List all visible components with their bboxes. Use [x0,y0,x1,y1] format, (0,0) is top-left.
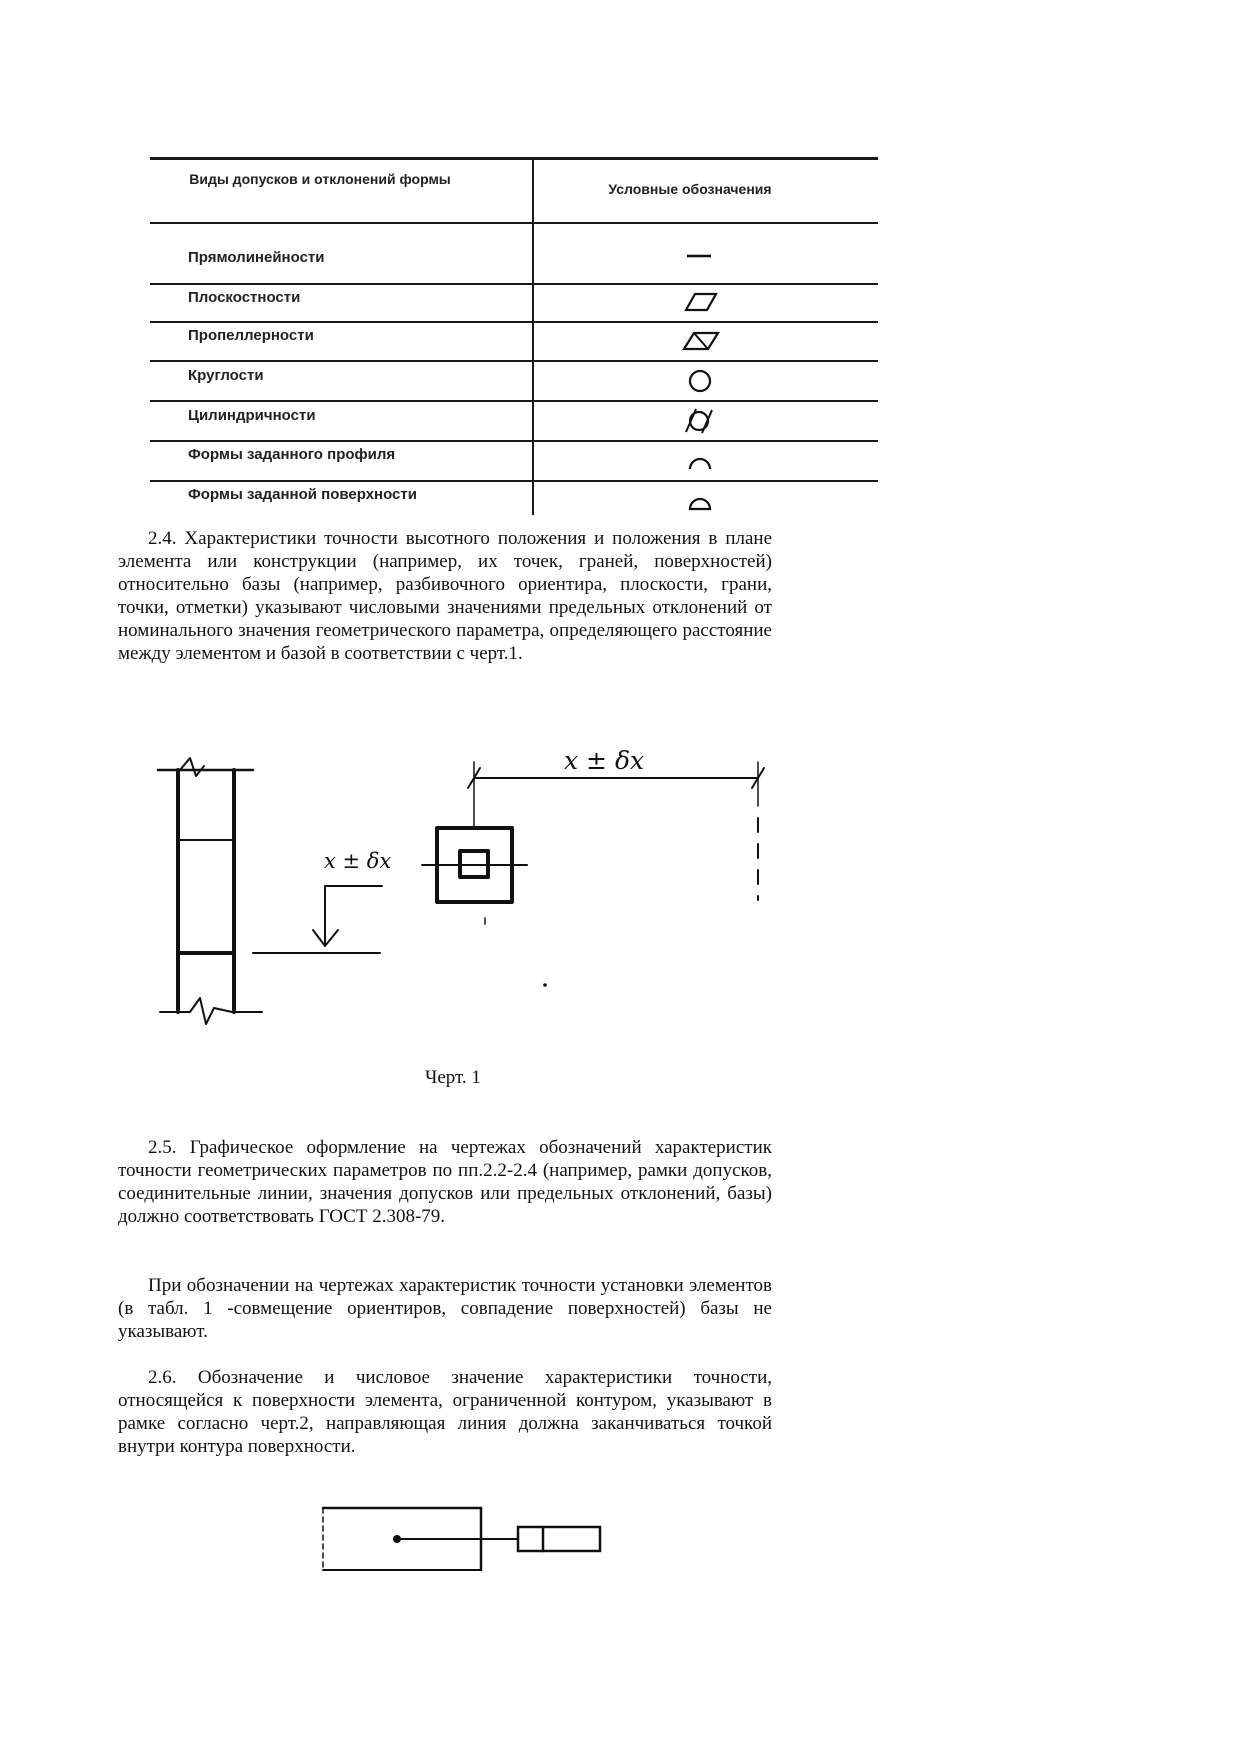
figure-1-label-large: x ± δx [564,746,645,775]
table-row-rule [150,283,878,285]
table-row-rule [150,400,878,402]
table-row-label: Цилиндричности [188,407,316,424]
table-row-label: Плоскостности [188,289,301,306]
table-row-label: Формы заданной поверхности [188,486,417,503]
paragraph-2-6: 2.6. Обозначение и числовое значение характеристики точности, относящейся к поверхности элемента, ограниченной контуром, указывают в рамке согласно черт.2, направляющая линия должна заканчиваться точкой внутри контура поверхности. [118,1367,772,1457]
table-column-divider [532,157,534,515]
leader-dot [393,1535,401,1543]
table-header-symbols: Условные обозначения [608,181,772,197]
figure-1-label-small: x ± δx [324,849,392,873]
surface-icon [670,485,730,515]
paragraph-2-4: 2.4. Характеристики точности высотного положения и положения в плане элемента или конструкции (например, их точек, граней, поверхностей) относительно базы (например, разбивочного ориентира, плоскости, грани, точки, отметки) указывают числовыми значениями предельных отклонений от номинального значения геометрического параметра, определяющего расстояние между элементом и базой в соответствии с черт.1. [118,528,772,664]
paragraph-2-5: 2.5. Графическое оформление на чертежах обозначений характеристик точности геометрических параметров по пп.2.2-2.4 (например, рамки допусков, соединительные линии, значения допусков или предельных отклонений, базы) должно соответствовать ГОСТ 2.308-79. [118,1137,772,1227]
table-header-rule [150,222,878,224]
roundness-icon [670,366,730,396]
propeller-icon [670,327,730,357]
figure-2-drawing [315,1500,610,1575]
table-row-label: Формы заданного профиля [188,446,396,463]
dot-mark [543,983,547,987]
table-row-label: Круглости [188,367,264,384]
table-row-rule [150,440,878,442]
tolerance-table [150,157,878,515]
column-bottom-break [160,998,262,1024]
table-row-rule [150,480,878,482]
table-row-rule [150,321,878,323]
paragraph-2-5-note: При обозначении на чертежах характеристик точности установки элементов (в табл. 1 -совмещение ориентиров, совпадение поверхностей) базы не указывают. [118,1275,772,1342]
table-row-label: Прямолинейности [188,249,325,266]
table-top-rule [150,157,878,160]
straightness-icon [670,241,730,271]
figure-1-drawing [150,740,790,1030]
figure-1-caption: Черт. 1 [425,1067,481,1088]
column-top-break [180,758,204,776]
tolerance-frame [518,1527,600,1551]
flatness-icon [670,288,730,318]
table-row-rule [150,360,878,362]
profile-icon [670,445,730,475]
table-row-label: Пропеллерности [188,327,314,344]
cylindricity-icon [670,405,730,435]
table-header-kinds: Виды допусков и отклонений формы [189,171,451,187]
